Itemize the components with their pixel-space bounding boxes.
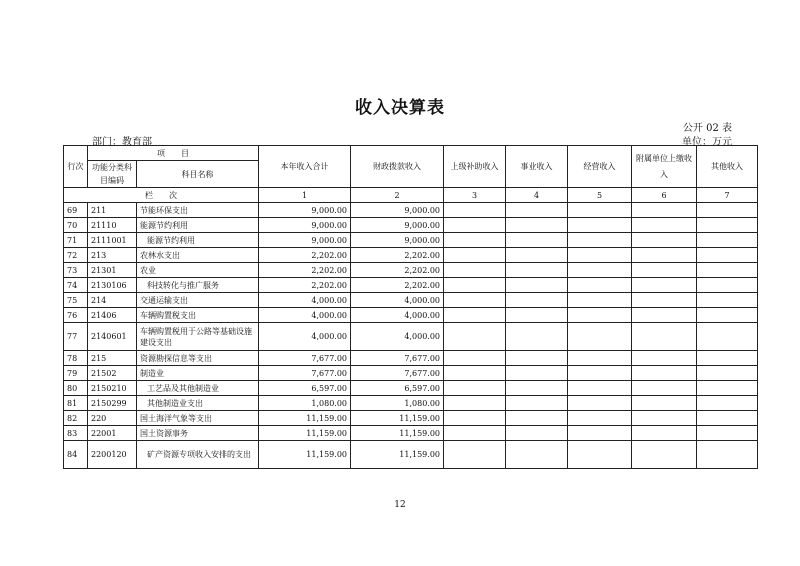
- operating-income: [568, 203, 632, 218]
- affiliated-income: [632, 263, 697, 278]
- table-row: [64, 308, 758, 323]
- other-income: [697, 366, 758, 381]
- col-num: 5: [568, 188, 632, 203]
- col-num: 6: [632, 188, 697, 203]
- function-code: 21301: [88, 263, 137, 278]
- affiliated-income: [632, 426, 697, 441]
- fiscal-income: 7,677.00: [351, 366, 444, 381]
- fiscal-income: 6,597.00: [351, 381, 444, 396]
- other-header: 其他收入: [697, 146, 758, 188]
- row-number: 84: [64, 441, 88, 469]
- fiscal-income: 4,000.00: [351, 293, 444, 308]
- column-label: 栏 次: [64, 188, 259, 203]
- fiscal-income: 7,677.00: [351, 351, 444, 366]
- operating-income: [568, 233, 632, 248]
- row-number: 76: [64, 308, 88, 323]
- total-income: 2,202.00: [259, 263, 351, 278]
- other-income: [697, 308, 758, 323]
- table-row: [64, 381, 758, 396]
- subject-name: 矿产资源专项收入安排的支出: [137, 441, 259, 469]
- affiliated-income: [632, 351, 697, 366]
- other-income: [697, 426, 758, 441]
- fiscal-income: 11,159.00: [351, 426, 444, 441]
- superior-income: [444, 263, 506, 278]
- superior-income: [444, 218, 506, 233]
- row-number: 77: [64, 323, 88, 351]
- function-code: 215: [88, 351, 137, 366]
- table-row: [64, 441, 758, 469]
- total-income: 6,597.00: [259, 381, 351, 396]
- table-title: 收入决算表: [355, 98, 445, 118]
- career-income: [506, 396, 568, 411]
- total-header: 本年收入合计: [259, 146, 351, 188]
- row-number: 80: [64, 381, 88, 396]
- superior-income: [444, 203, 506, 218]
- superior-income: [444, 426, 506, 441]
- page-number: 12: [394, 500, 406, 510]
- total-income: 7,677.00: [259, 366, 351, 381]
- affiliated-income: [632, 366, 697, 381]
- row-number: 81: [64, 396, 88, 411]
- row-number: 73: [64, 263, 88, 278]
- fiscal-income: 4,000.00: [351, 323, 444, 351]
- row-number: 78: [64, 351, 88, 366]
- total-income: 1,080.00: [259, 396, 351, 411]
- col-num: 2: [351, 188, 444, 203]
- superior-income: [444, 233, 506, 248]
- row-number: 74: [64, 278, 88, 293]
- function-code: 2150299: [88, 396, 137, 411]
- function-code: 2111001: [88, 233, 137, 248]
- total-income: 7,677.00: [259, 351, 351, 366]
- function-code: 2140601: [88, 323, 137, 351]
- operating-income: [568, 411, 632, 426]
- subject-name: 农林水支出: [137, 248, 259, 263]
- subject-name: 科技转化与推广服务: [137, 278, 259, 293]
- function-code: 21406: [88, 308, 137, 323]
- row-number: 71: [64, 233, 88, 248]
- subject-name: 交通运输支出: [137, 293, 259, 308]
- operating-income: [568, 308, 632, 323]
- row-number: 69: [64, 203, 88, 218]
- career-income: [506, 323, 568, 351]
- subject-name: 能源节约利用: [137, 233, 259, 248]
- operating-income: [568, 278, 632, 293]
- subject-name: 国土资源事务: [137, 426, 259, 441]
- function-code: 220: [88, 411, 137, 426]
- fiscal-income: 2,202.00: [351, 263, 444, 278]
- function-code: 2200120: [88, 441, 137, 469]
- operating-income: [568, 323, 632, 351]
- col-num: 1: [259, 188, 351, 203]
- fiscal-income: 2,202.00: [351, 278, 444, 293]
- career-income: [506, 218, 568, 233]
- fiscal-income: 1,080.00: [351, 396, 444, 411]
- superior-header: 上级补助收入: [444, 146, 506, 188]
- table-body: [64, 203, 758, 469]
- row-no-header: 行次: [64, 146, 88, 188]
- career-income: [506, 426, 568, 441]
- superior-income: [444, 351, 506, 366]
- affiliated-income: [632, 278, 697, 293]
- total-income: 2,202.00: [259, 278, 351, 293]
- col-num: 7: [697, 188, 758, 203]
- table-row: [64, 233, 758, 248]
- other-income: [697, 248, 758, 263]
- col-num: 4: [506, 188, 568, 203]
- total-income: 4,000.00: [259, 308, 351, 323]
- other-income: [697, 263, 758, 278]
- career-income: [506, 351, 568, 366]
- unit-label: 单位：万元: [682, 137, 732, 148]
- affiliated-income: [632, 381, 697, 396]
- function-code: 213: [88, 248, 137, 263]
- total-income: 11,159.00: [259, 441, 351, 469]
- fiscal-income: 9,000.00: [351, 233, 444, 248]
- operating-income: [568, 441, 632, 469]
- affiliated-income: [632, 323, 697, 351]
- function-code: 22001: [88, 426, 137, 441]
- function-code: 2150210: [88, 381, 137, 396]
- subject-name-header: 科目名称: [137, 161, 259, 188]
- operating-header: 经营收入: [568, 146, 632, 188]
- operating-income: [568, 351, 632, 366]
- other-income: [697, 381, 758, 396]
- fiscal-income: 2,202.00: [351, 248, 444, 263]
- operating-income: [568, 426, 632, 441]
- table-row: [64, 248, 758, 263]
- operating-income: [568, 263, 632, 278]
- other-income: [697, 351, 758, 366]
- other-income: [697, 396, 758, 411]
- affiliated-income: [632, 248, 697, 263]
- total-income: 4,000.00: [259, 293, 351, 308]
- subject-name: 国土海洋气象等支出: [137, 411, 259, 426]
- affiliated-income: [632, 441, 697, 469]
- superior-income: [444, 366, 506, 381]
- table-row: [64, 293, 758, 308]
- fiscal-header: 财政拨款收入: [351, 146, 444, 188]
- table-row: [64, 426, 758, 441]
- total-income: 2,202.00: [259, 248, 351, 263]
- row-number: 72: [64, 248, 88, 263]
- total-income: 11,159.00: [259, 426, 351, 441]
- row-number: 82: [64, 411, 88, 426]
- career-income: [506, 366, 568, 381]
- superior-income: [444, 293, 506, 308]
- income-table: [63, 145, 758, 469]
- operating-income: [568, 366, 632, 381]
- function-code: 21502: [88, 366, 137, 381]
- table-row: [64, 323, 758, 351]
- other-income: [697, 411, 758, 426]
- fiscal-income: 11,159.00: [351, 411, 444, 426]
- project-header: 项 目: [88, 146, 259, 161]
- career-income: [506, 381, 568, 396]
- career-income: [506, 308, 568, 323]
- table-row: [64, 351, 758, 366]
- affiliated-income: [632, 411, 697, 426]
- row-number: 79: [64, 366, 88, 381]
- subject-name: 工艺品及其他制造业: [137, 381, 259, 396]
- affiliated-income: [632, 293, 697, 308]
- career-income: [506, 263, 568, 278]
- superior-income: [444, 278, 506, 293]
- subject-name: 车辆购置税支出: [137, 308, 259, 323]
- subject-name: 能源节约利用: [137, 218, 259, 233]
- other-income: [697, 293, 758, 308]
- career-income: [506, 441, 568, 469]
- affiliated-income: [632, 203, 697, 218]
- subject-name: 资源勘探信息等支出: [137, 351, 259, 366]
- affiliated-income: [632, 233, 697, 248]
- career-income: [506, 293, 568, 308]
- row-number: 83: [64, 426, 88, 441]
- fiscal-income: 9,000.00: [351, 203, 444, 218]
- superior-income: [444, 441, 506, 469]
- total-income: 9,000.00: [259, 218, 351, 233]
- subject-name: 车辆购置税用于公路等基础设施建设支出: [137, 323, 259, 351]
- row-number: 75: [64, 293, 88, 308]
- superior-income: [444, 396, 506, 411]
- total-income: 11,159.00: [259, 411, 351, 426]
- other-income: [697, 218, 758, 233]
- career-income: [506, 248, 568, 263]
- form-number: 公开 02 表: [682, 123, 732, 134]
- career-income: [506, 411, 568, 426]
- function-code: 2130106: [88, 278, 137, 293]
- superior-income: [444, 308, 506, 323]
- total-income: 9,000.00: [259, 203, 351, 218]
- operating-income: [568, 293, 632, 308]
- fiscal-income: 4,000.00: [351, 308, 444, 323]
- func-code-header: 功能分类科目编码: [88, 161, 137, 188]
- function-code: 214: [88, 293, 137, 308]
- table-row: [64, 278, 758, 293]
- superior-income: [444, 411, 506, 426]
- superior-income: [444, 323, 506, 351]
- header-row-1: [64, 146, 758, 161]
- subject-name: 制造业: [137, 366, 259, 381]
- total-income: 9,000.00: [259, 233, 351, 248]
- column-number-row: [64, 188, 758, 203]
- other-income: [697, 441, 758, 469]
- table-row: [64, 396, 758, 411]
- affiliated-header: 附属单位上缴收入: [632, 146, 697, 188]
- other-income: [697, 233, 758, 248]
- function-code: 21110: [88, 218, 137, 233]
- superior-income: [444, 381, 506, 396]
- other-income: [697, 323, 758, 351]
- career-header: 事业收入: [506, 146, 568, 188]
- subject-name: 节能环保支出: [137, 203, 259, 218]
- other-income: [697, 278, 758, 293]
- operating-income: [568, 396, 632, 411]
- subject-name: 农业: [137, 263, 259, 278]
- table-row: [64, 218, 758, 233]
- other-income: [697, 203, 758, 218]
- subject-name: 其他制造业支出: [137, 396, 259, 411]
- fiscal-income: 11,159.00: [351, 441, 444, 469]
- affiliated-income: [632, 308, 697, 323]
- operating-income: [568, 381, 632, 396]
- career-income: [506, 203, 568, 218]
- table-row: [64, 366, 758, 381]
- table-row: [64, 203, 758, 218]
- table-row: [64, 411, 758, 426]
- career-income: [506, 233, 568, 248]
- function-code: 211: [88, 203, 137, 218]
- career-income: [506, 278, 568, 293]
- col-num: 3: [444, 188, 506, 203]
- fiscal-income: 9,000.00: [351, 218, 444, 233]
- total-income: 4,000.00: [259, 323, 351, 351]
- operating-income: [568, 218, 632, 233]
- affiliated-income: [632, 396, 697, 411]
- table-row: [64, 263, 758, 278]
- operating-income: [568, 248, 632, 263]
- superior-income: [444, 248, 506, 263]
- department-label: 部门：教育部: [92, 137, 152, 148]
- affiliated-income: [632, 218, 697, 233]
- row-number: 70: [64, 218, 88, 233]
